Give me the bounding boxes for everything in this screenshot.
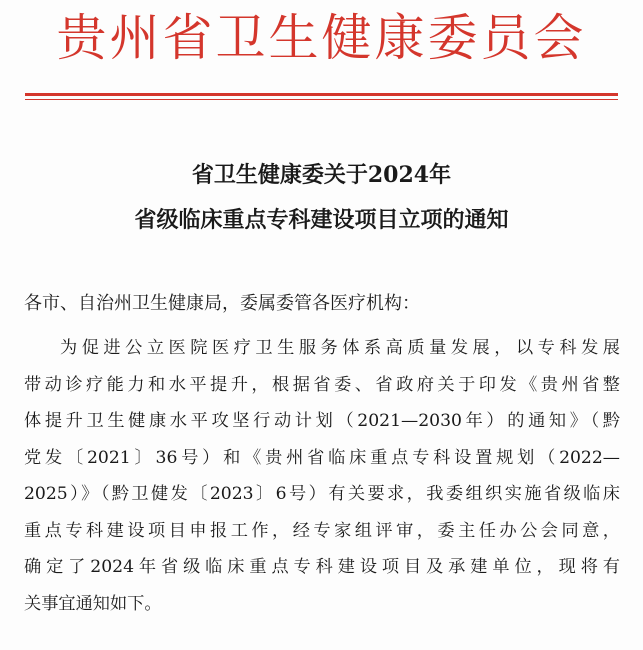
- paragraph-line: 为促进公立医院医疗卫生服务体系高质量发展，以专科发展: [60, 338, 620, 358]
- paragraph-line: 确定了2024年省级临床重点专科建设项目及承建单位，现将有: [24, 557, 620, 577]
- salutation: 各市、自治州卫生健康局，委属委管各医疗机构：: [24, 293, 420, 314]
- paragraph-line: 2025）》（黔卫健发〔2023〕6号）有关要求，我委组织实施省级临床: [24, 484, 620, 504]
- header-red-rule-thick: [25, 93, 618, 96]
- paragraph-line: 带动诊疗能力和水平提升，根据省委、省政府关于印发《贵州省整: [24, 374, 620, 395]
- paragraph-line: 关事宜通知如下。: [24, 593, 162, 614]
- issuing-organization-header: 贵州省卫生健康委员会: [56, 9, 587, 67]
- paragraph-line: 党发〔2021〕36号）和《贵州省临床重点专科设置规划（2022—: [24, 447, 620, 468]
- body-paragraph: [24, 330, 620, 622]
- paragraph-line: 重点专科建设项目申报工作，经专家组评审，委主任办公会同意，: [24, 520, 620, 541]
- header-red-rule-thin: [25, 99, 618, 100]
- notice-title-line-1: 省卫生健康委关于2024年: [191, 162, 452, 188]
- paragraph-line: 体提升卫生健康水平攻坚行动计划（2021—2030年）的通知》（黔: [24, 411, 620, 431]
- notice-title-line-2: 省级临床重点专科建设项目立项的通知: [134, 207, 509, 233]
